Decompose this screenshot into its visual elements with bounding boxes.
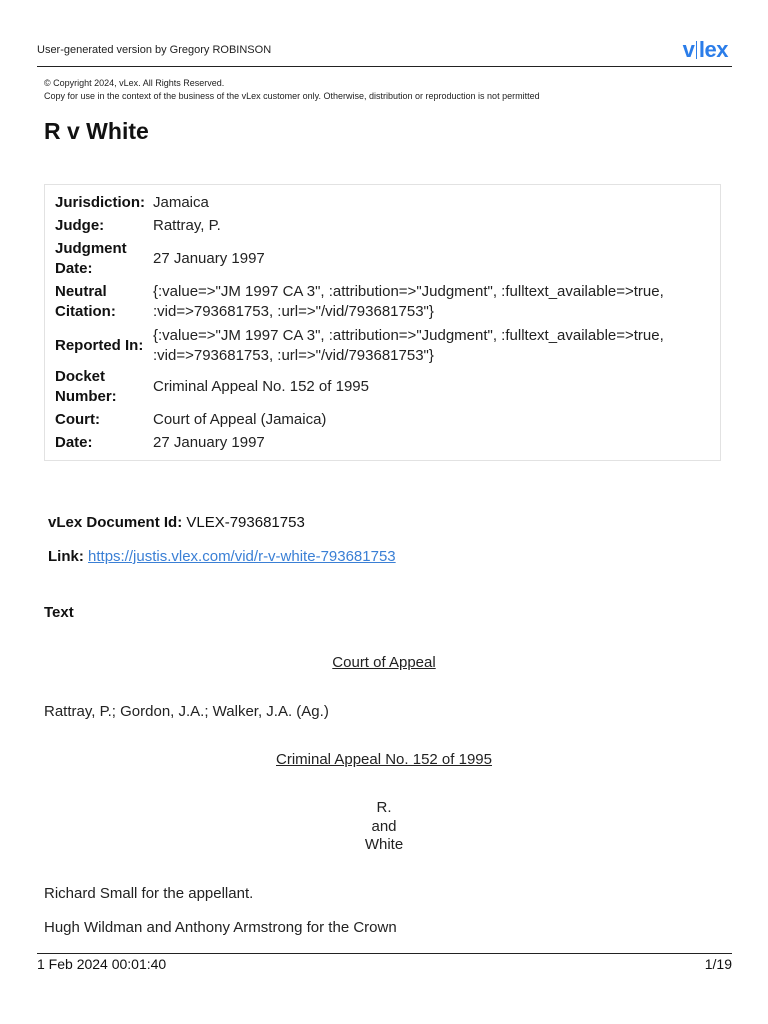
party-2: White [364, 836, 404, 853]
vlex-logo[interactable] [683, 37, 728, 63]
judges-line: Rattray, P.; Gordon, J.A.; Walker, J.A. (Ag.) [44, 703, 329, 720]
copyright-line-2: Copy for use in the context of the business of the vLex customer only. Otherwise, distribution or reproduction is not permitted [44, 91, 540, 101]
footer-timestamp: 1 Feb 2024 00:01:40 [37, 956, 167, 972]
metadata-key-line: Docket [55, 368, 106, 385]
link-label: Link: [48, 548, 84, 565]
link-line [48, 548, 396, 565]
metadata-value: Jamaica [153, 194, 209, 211]
logo-v: v [682, 37, 695, 62]
counsel-crown: Hugh Wildman and Anthony Armstrong for the Crown [44, 919, 397, 936]
metadata-value: 27 January 1997 [153, 434, 265, 451]
metadata-key-line: Neutral [55, 283, 107, 300]
metadata-key-line: Citation: [55, 303, 116, 320]
metadata-value-line: {:value=>"JM 1997 CA 3", :attribution=>"Judgment", :fulltext_available=>true, [153, 327, 664, 344]
party-and: and [371, 818, 397, 835]
metadata-value-line: {:value=>"JM 1997 CA 3", :attribution=>"Judgment", :fulltext_available=>true, [153, 283, 664, 300]
metadata-key: Reported In: [55, 337, 144, 354]
logo-bar-icon [696, 41, 698, 59]
header-user-line: User-generated version by Gregory ROBINSON [37, 44, 272, 56]
metadata-key: Court: [55, 411, 100, 428]
metadata-row-date [55, 433, 713, 453]
metadata-row-judgment-date [55, 239, 713, 279]
metadata-row-court [55, 410, 713, 430]
header-divider [37, 66, 732, 67]
metadata-value: Court of Appeal (Jamaica) [153, 411, 327, 428]
metadata-key-line: Date: [55, 260, 93, 277]
page-indicator: 1/19 [704, 956, 732, 972]
metadata-key: Jurisdiction: [55, 194, 146, 211]
metadata-key: Judge: [55, 217, 105, 234]
metadata-value: Rattray, P. [153, 217, 221, 234]
text-section-heading: Text [44, 604, 74, 621]
metadata-key-line: Number: [55, 388, 117, 405]
metadata-key [55, 239, 153, 279]
court-heading-text: Court of Appeal [332, 654, 436, 671]
metadata-value-line: :vid=>793681753, :url=>"/vid/793681753"} [153, 303, 434, 320]
metadata-value: 27 January 1997 [153, 250, 265, 267]
appeal-number-heading [0, 751, 768, 769]
party-1: R. [376, 799, 392, 816]
logo-lex: lex [698, 37, 728, 62]
metadata-value [153, 326, 713, 366]
metadata-row-docket-number [55, 367, 713, 407]
copyright-line-1: © Copyright 2024, vLex. All Rights Reserved. [44, 78, 225, 88]
metadata-value [153, 282, 713, 322]
metadata-value: Criminal Appeal No. 152 of 1995 [153, 378, 369, 395]
document-title: R v White [44, 118, 149, 144]
document-id-value: VLEX-793681753 [186, 514, 305, 531]
metadata-value-line: :vid=>793681753, :url=>"/vid/793681753"} [153, 347, 434, 364]
metadata-key: Date: [55, 434, 93, 451]
metadata-row-judge [55, 216, 713, 236]
metadata-key [55, 367, 153, 407]
document-id-line [48, 514, 305, 531]
metadata-key-line: Judgment [55, 240, 127, 257]
metadata-row-neutral-citation [55, 282, 713, 322]
document-link[interactable]: https://justis.vlex.com/vid/r-v-white-793681753 [88, 548, 396, 565]
counsel-appellant: Richard Small for the appellant. [44, 885, 254, 902]
metadata-key [55, 282, 153, 322]
metadata-row-jurisdiction [55, 193, 713, 213]
metadata-row-reported-in [55, 326, 713, 366]
appeal-number-text: Criminal Appeal No. 152 of 1995 [276, 751, 492, 768]
copyright-notice [44, 77, 540, 103]
metadata-box [44, 184, 721, 461]
document-id-label: vLex Document Id: [48, 514, 183, 531]
court-heading [0, 654, 768, 672]
footer-divider [37, 953, 732, 954]
